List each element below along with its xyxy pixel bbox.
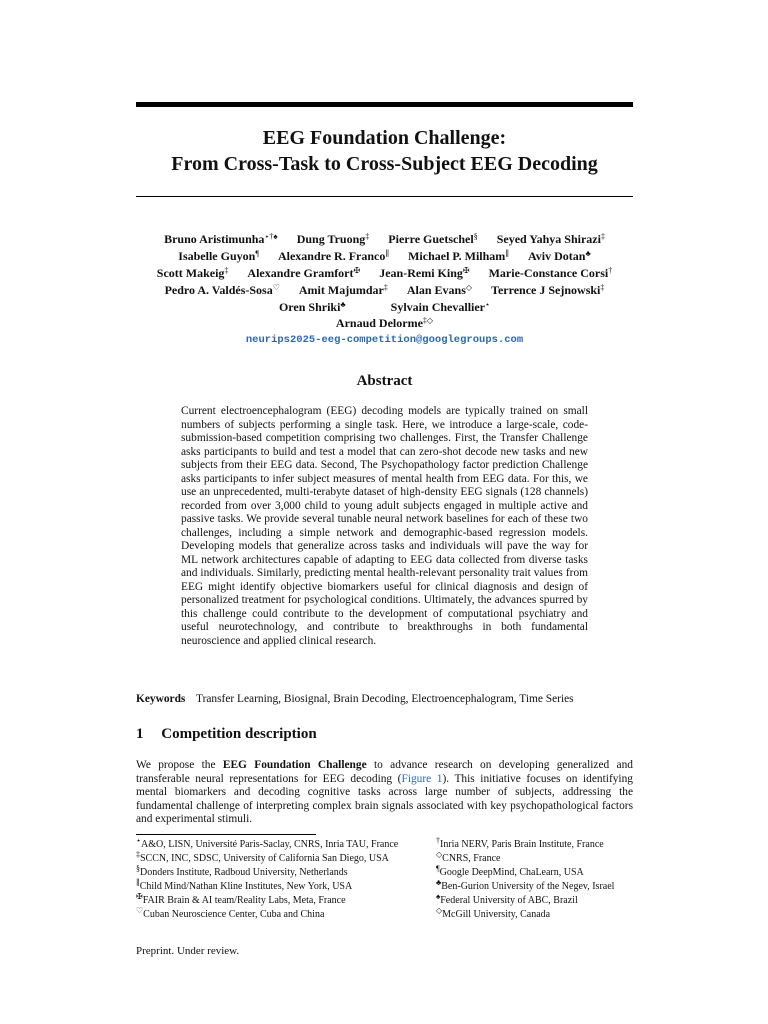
author: Marie-Constance Corsi† (488, 266, 613, 280)
intro-text: We propose the (136, 759, 223, 771)
author-line-2 (136, 248, 633, 265)
footnote: ‡SCCN, INC, SDSC, University of California San Diego, USA (136, 850, 389, 864)
footnote: †Inria NERV, Paris Brain Institute, France (436, 836, 604, 850)
author: Terrence J Sejnowski‡ (491, 283, 605, 297)
paper-title-line-1: EEG Foundation Challenge: (262, 127, 507, 149)
footnote: ♠Federal University of ABC, Brazil (436, 892, 578, 906)
preprint-notice: Preprint. Under review. (136, 945, 240, 957)
challenge-name: EEG Foundation Challenge (222, 759, 367, 771)
contact-email-line (136, 330, 633, 349)
footnote: ♡Cuban Neuroscience Center, Cuba and China (136, 906, 325, 920)
intro-paragraph (136, 759, 633, 827)
section-number: 1 (136, 726, 144, 742)
author-line-4 (136, 282, 633, 299)
paper-title-line-2: From Cross-Task to Cross-Subject EEG Decoding (171, 153, 598, 175)
author: Isabelle Guyon¶ (178, 249, 259, 263)
abstract-body: Current electroencephalogram (EEG) decoding models are typically trained on small numbers of subjects performing a single task. Here, we introduce a large-scale, code-submission-based competition comprising two challenges. First, the Transfer Challenge asks participants to build and test a model that can zero-shot decode new tasks and new subjects from their EEG data. Second, The Psychopathology factor prediction Challenge asks participants to infer subject measures of mental health from EEG data. For this, we use an unprecedented, multi-terabyte dataset of high-density EEG signals (128 channels) recorded from over 3,000 child to young adult subjects engaged in multiple active and passive tasks. We provide several tunable neural network baselines for each of these two challenges, including a simple network and demographic-based regression models. Developing models that generalize across tasks and individuals will pave the way for ML network architectures capable of adapting to EEG data collected from diverse tasks and individuals. Similarly, predicting mental health-relevant personality trait values from EEG might identify objective biomarkers useful for clinical diagnosis and design of personalized treatment for psychological conditions. Ultimately, the advances spurred by this challenge could contribute to the development of computational psychiatry and useful neurotechnology, and contribute to breakthroughs in both fundamental neuroscience and applied clinical research. (181, 405, 588, 647)
author: Dung Truong‡ (296, 232, 370, 246)
footnotes-left (136, 838, 436, 922)
intro-text: ). This initiative focuses on identifying mental biomarkers and decoding cognitive tasks across large number of subjects, addressing the fundamental challenge of interpreting complex brain signals associated with key psychopathological factors and experimental stimuli. (136, 772, 633, 825)
author: Pierre Guetschel§ (388, 232, 478, 246)
footnote: ◇CNRS, France (436, 850, 501, 864)
footnote: ✠FAIR Brain & AI team/Reality Labs, Meta, France (136, 892, 346, 906)
author: Sylvain Chevallier⋆ (390, 300, 491, 314)
keywords-text: Transfer Learning, Biosignal, Brain Decoding, Electroencephalogram, Time Series (196, 693, 574, 705)
author-line-1 (136, 231, 633, 248)
footnote: ◇McGill University, Canada (436, 906, 551, 920)
section-heading (136, 726, 317, 743)
author: Alan Evans◇ (406, 283, 473, 297)
footnote: ¶Google DeepMind, ChaLearn, USA (436, 864, 584, 878)
footnotes-right (436, 838, 636, 922)
contact-email-link[interactable]: neurips2025-eeg-competition@googlegroups.com (245, 334, 524, 346)
author: Pedro A. Valdés-Sosa♡ (164, 283, 280, 297)
author: Alexandre R. Franco∥ (277, 249, 390, 263)
author-line-3 (136, 265, 633, 282)
keywords-label: Keywords (136, 693, 186, 705)
author: Amit Majumdar‡ (298, 283, 388, 297)
top-rule (136, 102, 633, 107)
title-bottom-rule (136, 196, 633, 197)
footnote-rule (136, 834, 316, 835)
footnote: ⋆A&O, LISN, Université Paris-Saclay, CNRS, Inria TAU, France (136, 836, 399, 850)
keywords-line (136, 693, 633, 705)
author: Seyed Yahya Shirazi‡ (496, 232, 605, 246)
author: Jean-Remi King✠ (379, 266, 470, 280)
footnote: §Donders Institute, Radboud University, Netherlands (136, 864, 348, 878)
footnote: ♣Ben-Gurion University of the Negev, Israel (436, 878, 615, 892)
intro-text: to advance research on developing generalized and transferable neural representations for EEG decoding ( (136, 759, 633, 785)
author-line-5 (136, 299, 633, 316)
author: Michael P. Milham∥ (408, 249, 509, 263)
abstract-heading: Abstract (356, 373, 413, 389)
author: Scott Makeig‡ (156, 266, 229, 280)
footnote: ∥Child Mind/Nathan Kline Institutes, New York, USA (136, 878, 353, 892)
author: Bruno Aristimunha⋆†♠ (164, 232, 278, 246)
section-title: Competition description (161, 726, 317, 742)
author: Aviv Dotan♣ (528, 249, 591, 263)
author: Arnaud Delorme‡◇ (335, 316, 434, 330)
author: Oren Shriki♣ (278, 300, 346, 314)
figure-1-link[interactable]: Figure 1 (401, 772, 443, 785)
author: Alexandre Gramfort✠ (247, 266, 361, 280)
